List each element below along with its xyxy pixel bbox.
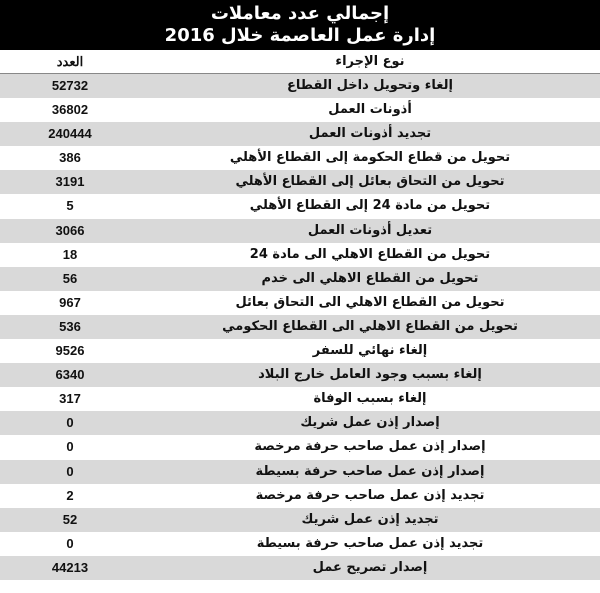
column-header-count: العدد	[56, 54, 84, 69]
row-type: تجديد إذن عمل صاحب حرفة مرخصة	[255, 487, 485, 503]
row-count: 56	[62, 270, 78, 286]
row-type: إلغاء بسبب الوفاة	[313, 391, 427, 407]
row-type: أذونات العمل	[328, 102, 412, 118]
title-line-2: إدارة عمل العاصمة خلال 2016	[164, 25, 436, 46]
table-row	[0, 194, 600, 218]
row-count: 44213	[51, 559, 89, 575]
table-row	[0, 267, 600, 291]
row-type: إلغاء بسبب وجود العامل خارج البلاد	[258, 367, 482, 383]
table-row	[0, 339, 600, 363]
table-row	[0, 363, 600, 387]
row-count: 0	[66, 463, 74, 479]
row-count: 0	[66, 439, 74, 455]
row-count: 5	[66, 198, 74, 214]
row-count: 2	[66, 487, 74, 503]
row-type: تحويل من مادة 24 إلى القطاع الأهلي	[249, 198, 491, 214]
row-count: 0	[66, 415, 74, 431]
row-count: 536	[59, 318, 81, 334]
table-row	[0, 146, 600, 170]
row-count: 3191	[55, 174, 85, 190]
table-row	[0, 484, 600, 508]
row-type: إلغاء نهائي للسفر	[312, 343, 428, 359]
row-count: 18	[62, 246, 78, 262]
row-count: 240444	[48, 126, 92, 142]
row-type: تحويل من القطاع الاهلي الى القطاع الحكومي	[222, 318, 518, 334]
row-count: 9526	[55, 343, 85, 359]
table-header	[0, 50, 600, 74]
row-count: 3066	[55, 222, 85, 238]
row-type: إلغاء وتحويل داخل القطاع	[287, 78, 453, 93]
table-row	[0, 291, 600, 315]
table-row	[0, 411, 600, 435]
table-row	[0, 532, 600, 556]
row-count: 6340	[55, 367, 85, 383]
table-row	[0, 219, 600, 243]
row-count: 386	[59, 150, 81, 166]
row-type: تحويل من القطاع الاهلي الى التحاق بعائل	[235, 294, 505, 310]
table-row	[0, 243, 600, 267]
row-type: تجديد إذن عمل شريك	[301, 511, 439, 527]
row-type: تجديد إذن عمل صاحب حرفة بسيطة	[256, 535, 484, 551]
table-row	[0, 74, 600, 98]
row-type: تحويل من القطاع الاهلي الى خدم	[261, 270, 479, 286]
table-row	[0, 460, 600, 484]
table-row	[0, 170, 600, 194]
table-row	[0, 435, 600, 459]
row-count: 317	[59, 391, 81, 407]
title-banner	[0, 0, 600, 50]
table-row	[0, 315, 600, 339]
row-type: إصدار إذن عمل شريك	[300, 415, 440, 431]
column-header-type: نوع الإجراء	[335, 54, 405, 69]
row-type: تعديل أذونات العمل	[307, 222, 433, 238]
row-count: 967	[59, 294, 81, 310]
table-row	[0, 122, 600, 146]
row-count: 52732	[51, 78, 89, 93]
table-row	[0, 387, 600, 411]
row-type: إصدار إذن عمل صاحب حرفة مرخصة	[254, 439, 486, 455]
row-type: إصدار تصريح عمل	[312, 559, 428, 575]
row-type: تحويل من قطاع الحكومة إلى القطاع الأهلي	[229, 150, 511, 166]
table-body	[0, 74, 600, 580]
table-row	[0, 508, 600, 532]
row-type: تجديد أذونات العمل	[308, 126, 432, 142]
row-type: إصدار إذن عمل صاحب حرفة بسيطة	[255, 463, 485, 479]
row-count: 52	[62, 511, 78, 527]
title-line-1: إجمالي عدد معاملات	[210, 3, 390, 24]
row-count: 36802	[51, 102, 89, 118]
row-count: 0	[66, 535, 74, 551]
table-row	[0, 98, 600, 122]
table-row	[0, 556, 600, 580]
row-type: تحويل من القطاع الاهلي الى مادة 24	[249, 246, 491, 262]
row-type: تحويل من التحاق بعائل إلى القطاع الأهلي	[235, 174, 505, 190]
